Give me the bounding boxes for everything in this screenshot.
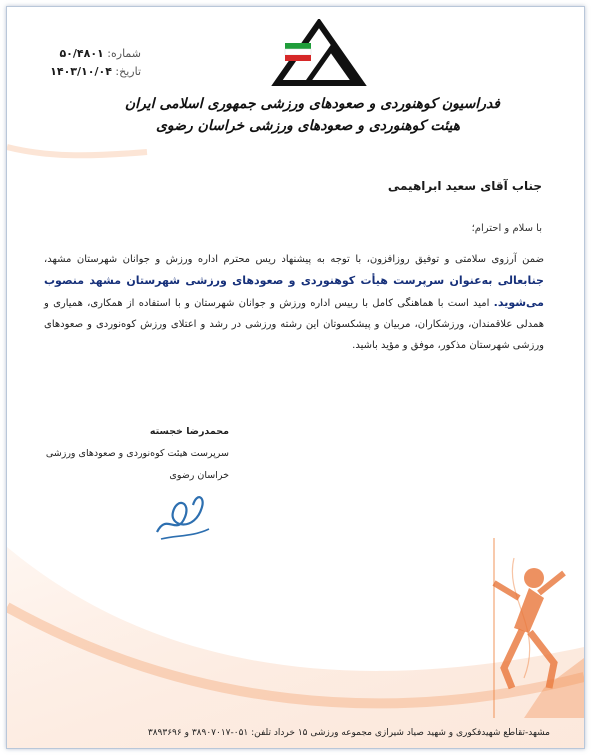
recipient: جناب آقای سعید ابراهیمی — [387, 179, 542, 193]
body-text-1: ضمن آرزوی سلامتی و توفیق روزافزون، با توجه به پیشنهاد ریس محترم اداره ورزش و جوانان شهرستان مشهد، — [44, 254, 544, 265]
letter-number-block — [41, 45, 141, 81]
signer-name: محمدرضا خجسته — [149, 426, 229, 437]
federation-line-1: فدراسیون کوهنوردی و صعودهای ورزشی جمهوری اسلامی ایران — [124, 96, 500, 112]
greeting: با سلام و احترام؛ — [471, 223, 542, 234]
climber-silhouette-icon — [434, 538, 584, 718]
date-label: تاریخ: — [115, 65, 141, 78]
date-value: ۱۴۰۳/۱۰/۰۴ — [50, 65, 112, 78]
federation-heading — [60, 93, 500, 137]
number-value: ۵۰/۴۸۰۱ — [59, 47, 104, 60]
signer-title: سرپرست هیئت کوه‌نوردی و صعودهای ورزشی — [45, 448, 229, 459]
body-highlight: جنابعالی به‌عنوان سرپرست هیأت کوهنوردی و صعودهای ورزشی شهرستان مشهد منصوب می‌شوید. — [44, 274, 544, 309]
footer-address: مشهد-تقاطع شهیدفکوری و شهید صیاد شیرازی مجموعه ورزشی ۱۵ خرداد تلفن: ۰۵۱-۳۸۹۰۷۰۱۷ و ۳۸۹۳۶۹۶ — [147, 728, 550, 738]
signer-region: خراسان رضوی — [169, 470, 229, 481]
number-label: شماره: — [107, 47, 141, 60]
handwritten-signature-icon — [147, 477, 217, 547]
letter-page — [6, 6, 585, 749]
federation-logo-icon — [271, 19, 367, 89]
federation-line-2: هیئت کوهنوردی و صعودهای ورزشی خراسان رضوی — [155, 118, 460, 134]
body-text-2: امید است با هماهنگی کامل با رییس اداره ورزش و جوانان شهرستان و با استفاده از همکاری، همیاری و همدلی علاقمندان، ورزشکاران، مربیان و پیشکسوتان این رشته ورزشی در رشد و اعتلای ورزش کوه‌نوردی و صعودهای ورزشی شهرستان مذکور، موفق و مؤید باشید. — [44, 298, 544, 351]
letter-body — [44, 249, 544, 356]
